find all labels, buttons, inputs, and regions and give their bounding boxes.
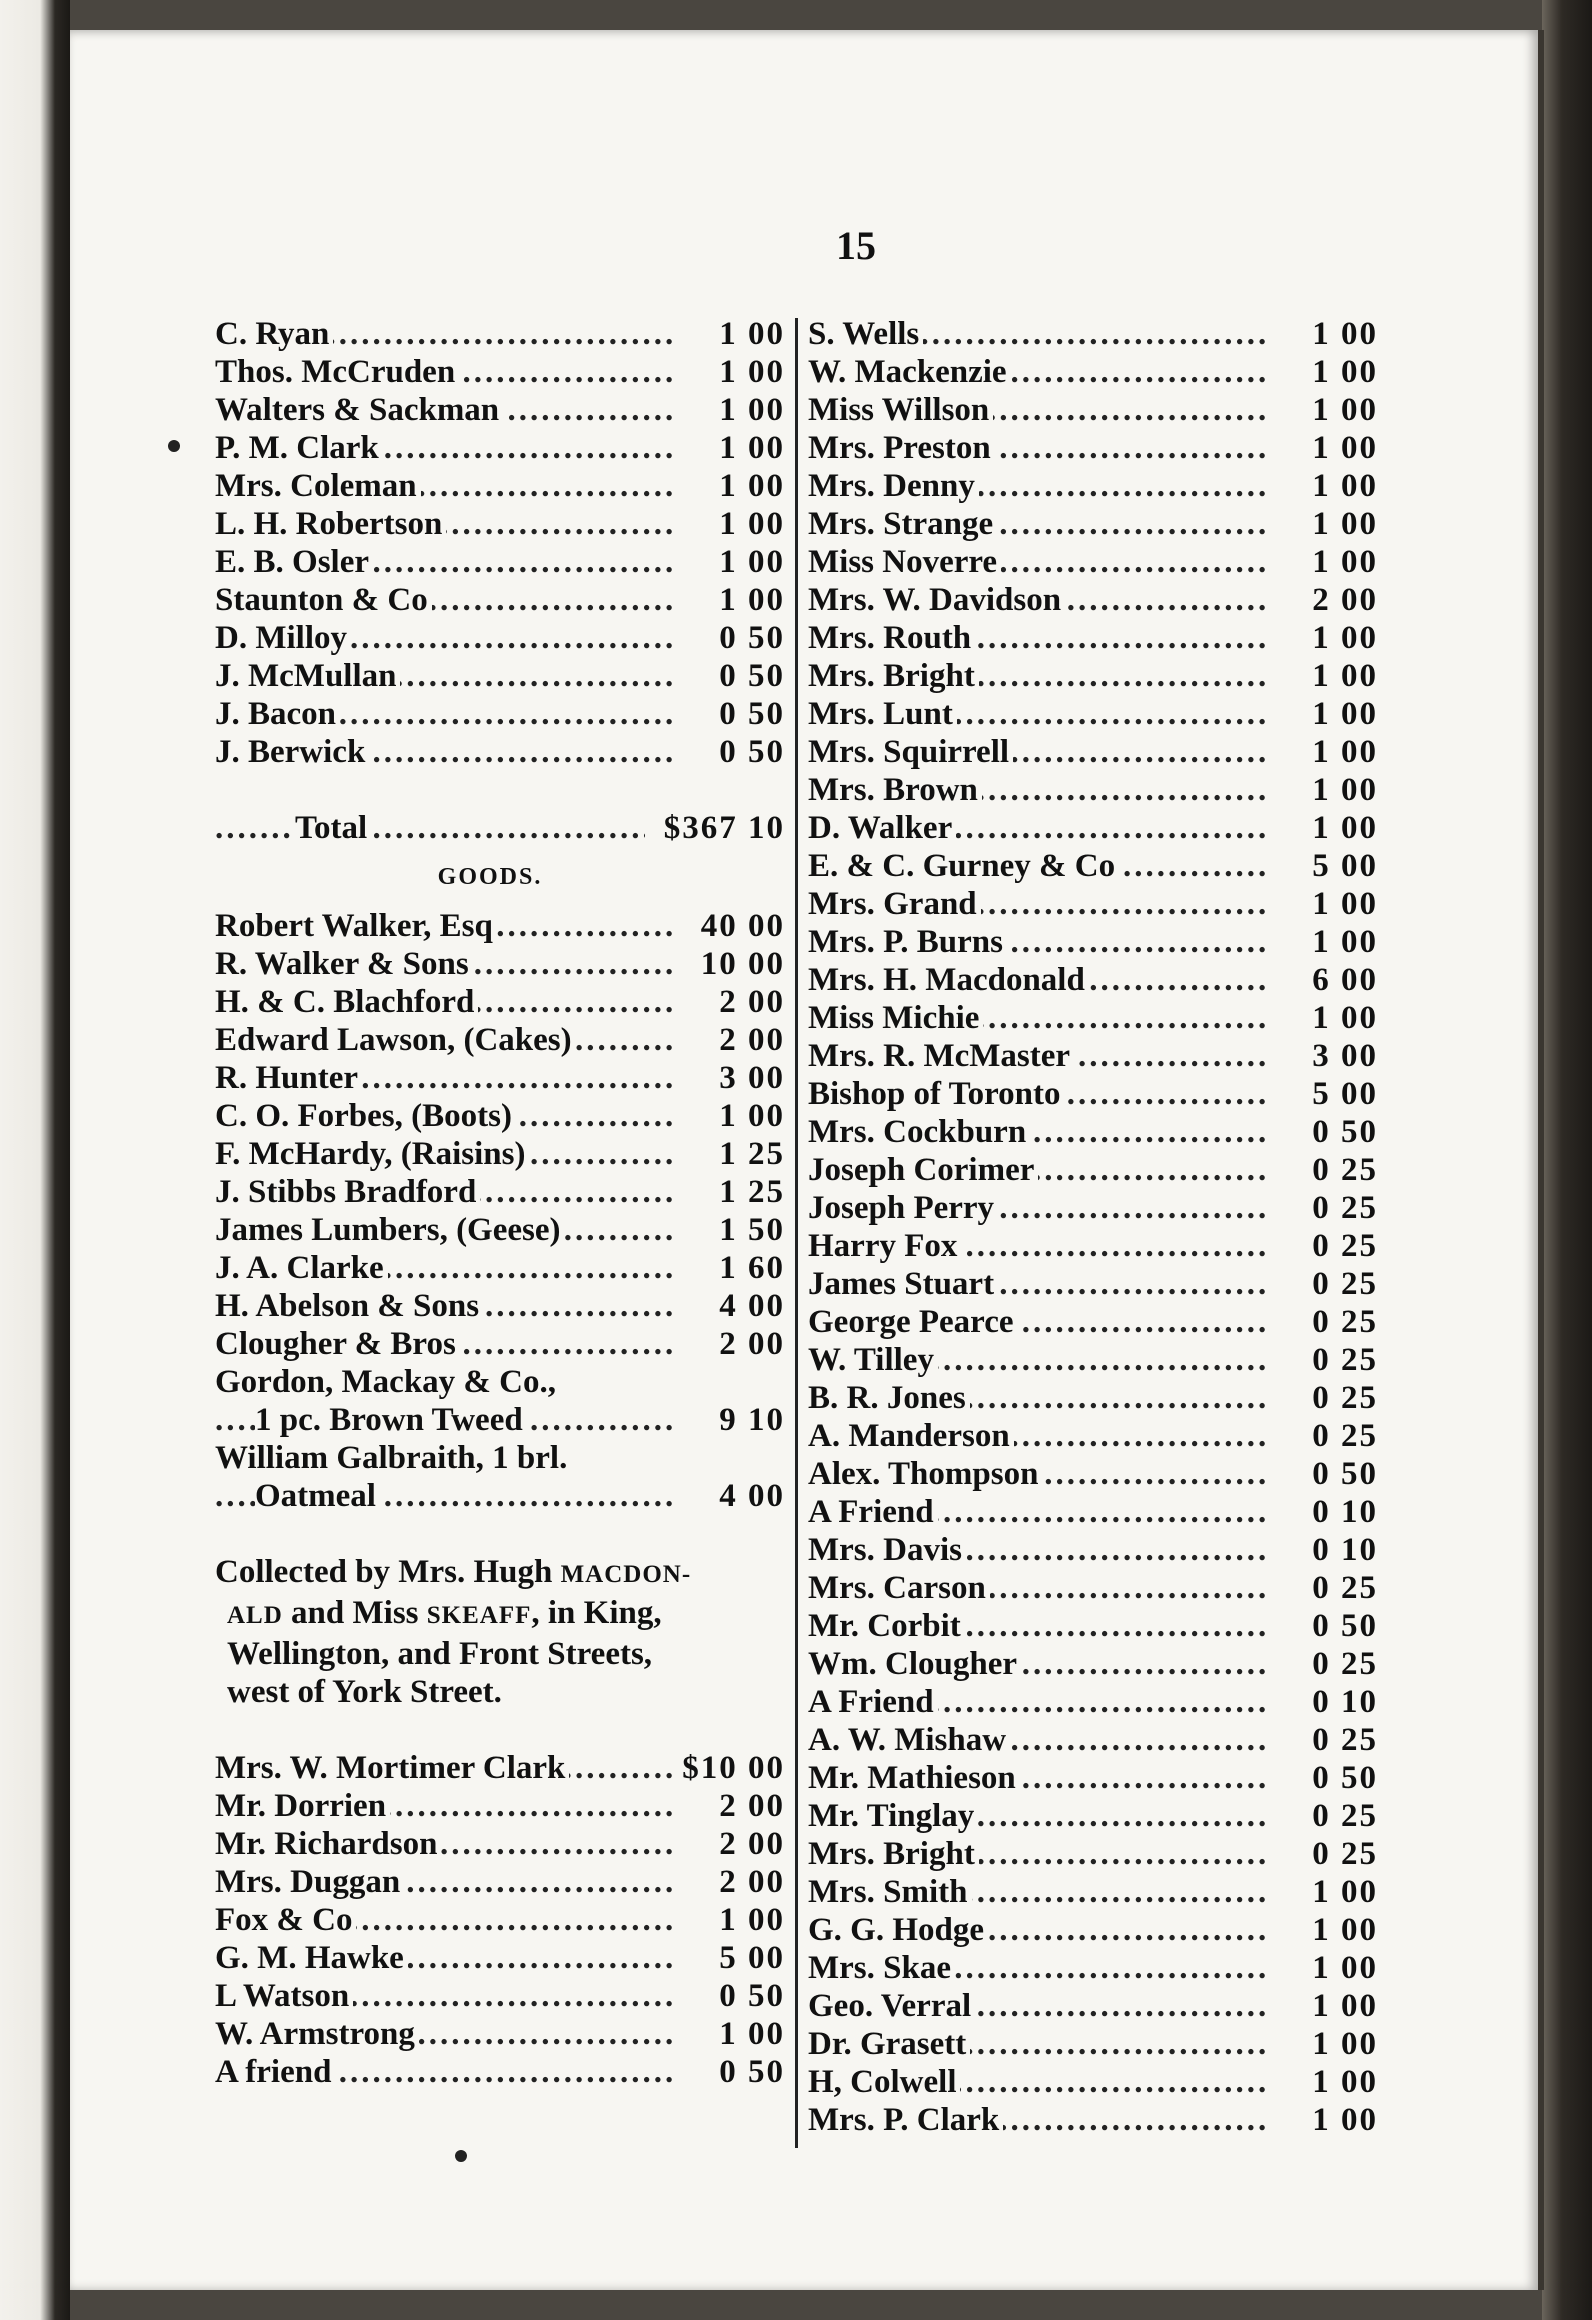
entry-name: Mr. Richardson bbox=[215, 1825, 441, 1863]
entry-amount: 1 00 bbox=[1270, 657, 1378, 695]
list-item bbox=[215, 1097, 785, 1135]
entry-amount: 1 00 bbox=[1270, 353, 1378, 391]
entry-name: F. McHardy, (Raisins) bbox=[215, 1135, 529, 1173]
list-item bbox=[215, 695, 785, 733]
entry-amount: 0 25 bbox=[1270, 1189, 1378, 1227]
entry-amount: 1 00 bbox=[1270, 2025, 1378, 2063]
list-item bbox=[215, 1059, 785, 1097]
list-item bbox=[808, 1759, 1378, 1797]
entry-name: Gordon, Mackay & Co., bbox=[215, 1363, 560, 1401]
entry-amount: 1 00 bbox=[677, 543, 785, 581]
entry-name: A. Manderson bbox=[808, 1417, 1014, 1455]
entry-name: Mrs. W. Mortimer Clark bbox=[215, 1749, 569, 1787]
goods-heading: GOODS. bbox=[437, 864, 543, 890]
list-item bbox=[808, 1683, 1378, 1721]
note-text: west of York Street. bbox=[227, 1674, 502, 1710]
entry-name: C. O. Forbes, (Boots) bbox=[215, 1097, 516, 1135]
entry-name: D. Walker bbox=[808, 809, 956, 847]
list-item bbox=[808, 353, 1378, 391]
left-column bbox=[215, 315, 785, 2091]
collected-by-note bbox=[215, 1553, 785, 1711]
list-item bbox=[808, 1113, 1378, 1151]
list-item bbox=[808, 1873, 1378, 1911]
entry-amount: 1 25 bbox=[677, 1173, 785, 1211]
list-item bbox=[215, 429, 785, 467]
entry-amount: 1 00 bbox=[1270, 999, 1378, 1037]
entry-name: Mrs. Duggan bbox=[215, 1863, 404, 1901]
entry-name: Clougher & Bros bbox=[215, 1325, 460, 1363]
column-divider bbox=[795, 318, 798, 2148]
list-item bbox=[215, 1173, 785, 1211]
entry-name: Fox & Co bbox=[215, 1901, 356, 1939]
cash-list bbox=[215, 315, 785, 771]
entry-amount: 1 00 bbox=[677, 581, 785, 619]
entry-amount: 0 10 bbox=[1270, 1683, 1378, 1721]
entry-amount: 0 25 bbox=[1270, 1303, 1378, 1341]
entry-name: J. Bacon bbox=[215, 695, 340, 733]
entry-amount: 0 25 bbox=[1270, 1265, 1378, 1303]
entry-amount: 5 00 bbox=[1270, 1075, 1378, 1113]
list-item bbox=[808, 1303, 1378, 1341]
margin-dot bbox=[455, 2150, 467, 2162]
collected-list bbox=[215, 1749, 785, 2091]
entry-amount: 1 00 bbox=[1270, 733, 1378, 771]
list-item bbox=[808, 1569, 1378, 1607]
note-smallcaps: SKEAFF bbox=[426, 1602, 532, 1629]
entry-name: Dr. Grasett bbox=[808, 2025, 970, 2063]
entry-name: B. R. Jones bbox=[808, 1379, 970, 1417]
entry-amount: 1 00 bbox=[1270, 505, 1378, 543]
list-item bbox=[808, 1189, 1378, 1227]
entry-name: D. Milloy bbox=[215, 619, 351, 657]
entry-amount: 1 00 bbox=[1270, 467, 1378, 505]
entry-amount: 1 00 bbox=[677, 2015, 785, 2053]
list-item bbox=[808, 733, 1378, 771]
entry-amount: 3 00 bbox=[677, 1059, 785, 1097]
entry-name: W. Armstrong bbox=[215, 2015, 419, 2053]
entry-amount: 1 00 bbox=[677, 467, 785, 505]
entry-name: Mr. Dorrien bbox=[215, 1787, 390, 1825]
list-item bbox=[215, 1439, 785, 1477]
list-item bbox=[808, 619, 1378, 657]
list-item bbox=[808, 1645, 1378, 1683]
entry-name: Alex. Thompson bbox=[808, 1455, 1042, 1493]
entry-name: Mrs. Strange bbox=[808, 505, 997, 543]
list-item bbox=[215, 1939, 785, 1977]
list-item bbox=[808, 2101, 1378, 2139]
entry-amount: 0 50 bbox=[677, 619, 785, 657]
entry-amount: 1 00 bbox=[677, 315, 785, 353]
list-item bbox=[808, 1379, 1378, 1417]
entry-amount: 1 00 bbox=[677, 353, 785, 391]
entry-amount: 1 00 bbox=[1270, 923, 1378, 961]
entry-amount: 1 00 bbox=[1270, 695, 1378, 733]
list-item bbox=[808, 1949, 1378, 1987]
entry-name: Mrs. Bright bbox=[808, 657, 979, 695]
entry-amount: 1 00 bbox=[1270, 809, 1378, 847]
total-label: Total bbox=[295, 809, 371, 847]
entry-amount: 0 50 bbox=[677, 657, 785, 695]
list-item bbox=[808, 657, 1378, 695]
list-item bbox=[215, 619, 785, 657]
entry-amount: 1 25 bbox=[677, 1135, 785, 1173]
entry-name: A Friend bbox=[808, 1493, 938, 1531]
list-item bbox=[808, 771, 1378, 809]
list-item bbox=[808, 961, 1378, 999]
list-item bbox=[808, 1835, 1378, 1873]
entry-amount: 1 00 bbox=[1270, 429, 1378, 467]
entry-name: A friend bbox=[215, 2053, 335, 2091]
list-item bbox=[808, 923, 1378, 961]
list-item bbox=[808, 1227, 1378, 1265]
entry-amount: 1 00 bbox=[1270, 771, 1378, 809]
entry-amount: 0 50 bbox=[677, 2053, 785, 2091]
entry-name: Mrs. W. Davidson bbox=[808, 581, 1065, 619]
entry-name: Mr. Tinglay bbox=[808, 1797, 978, 1835]
entry-amount: 0 25 bbox=[1270, 1151, 1378, 1189]
entry-name: Mrs. Routh bbox=[808, 619, 975, 657]
entry-amount: 1 00 bbox=[1270, 2063, 1378, 2101]
entry-name: Staunton & Co bbox=[215, 581, 432, 619]
entry-name: Mrs. Coleman bbox=[215, 467, 421, 505]
list-item bbox=[215, 945, 785, 983]
book-spine bbox=[0, 0, 70, 2320]
entry-amount: 0 50 bbox=[1270, 1759, 1378, 1797]
entry-name: Joseph Perry bbox=[808, 1189, 998, 1227]
entry-name: Mrs. Denny bbox=[808, 467, 979, 505]
note-text: Collected by Mrs. Hugh bbox=[215, 1554, 561, 1590]
entry-name: H, Colwell bbox=[808, 2063, 960, 2101]
entry-amount: 4 00 bbox=[677, 1287, 785, 1325]
list-item bbox=[215, 1021, 785, 1059]
entry-name: Miss Willson bbox=[808, 391, 993, 429]
list-item bbox=[808, 885, 1378, 923]
entry-amount: 2 00 bbox=[677, 983, 785, 1021]
entry-amount: 0 25 bbox=[1270, 1645, 1378, 1683]
list-item bbox=[215, 1825, 785, 1863]
list-item bbox=[808, 1531, 1378, 1569]
entry-amount: 6 00 bbox=[1270, 961, 1378, 999]
entry-amount: 2 00 bbox=[1270, 581, 1378, 619]
entry-name: H. Abelson & Sons bbox=[215, 1287, 483, 1325]
entry-amount: 0 25 bbox=[1270, 1721, 1378, 1759]
entry-name: Mrs. Lunt bbox=[808, 695, 957, 733]
entry-name: Mrs. P. Burns bbox=[808, 923, 1007, 961]
entry-name: R. Walker & Sons bbox=[215, 945, 473, 983]
list-item bbox=[808, 391, 1378, 429]
entry-name: Mrs. Squirrell bbox=[808, 733, 1013, 771]
entry-amount: 3 00 bbox=[1270, 1037, 1378, 1075]
entry-name: A Friend bbox=[808, 1683, 938, 1721]
entry-amount: 2 00 bbox=[677, 1021, 785, 1059]
entry-amount: 1 00 bbox=[1270, 391, 1378, 429]
list-item bbox=[215, 1287, 785, 1325]
entry-name: James Stuart bbox=[808, 1265, 998, 1303]
entry-name: Mrs. Davis bbox=[808, 1531, 966, 1569]
entry-name: W. Tilley bbox=[808, 1341, 938, 1379]
list-item bbox=[215, 1325, 785, 1363]
entry-amount: 0 10 bbox=[1270, 1531, 1378, 1569]
entry-name: Geo. Verral bbox=[808, 1987, 975, 2025]
book-edge bbox=[1542, 0, 1592, 2320]
entry-amount: 0 25 bbox=[1270, 1797, 1378, 1835]
page-number: 15 bbox=[836, 223, 876, 268]
list-item bbox=[808, 429, 1378, 467]
list-item bbox=[808, 1797, 1378, 1835]
entry-amount: 0 50 bbox=[677, 695, 785, 733]
entry-amount: 1 00 bbox=[1270, 1911, 1378, 1949]
list-item bbox=[808, 999, 1378, 1037]
entry-name: Mrs. Bright bbox=[808, 1835, 979, 1873]
list-item bbox=[808, 2063, 1378, 2101]
list-item bbox=[808, 467, 1378, 505]
entry-amount: 4 00 bbox=[677, 1477, 785, 1515]
list-item bbox=[808, 847, 1378, 885]
margin-dot bbox=[168, 440, 180, 452]
list-item bbox=[808, 1721, 1378, 1759]
entry-name: Bishop of Toronto bbox=[808, 1075, 1065, 1113]
entry-amount: 0 25 bbox=[1270, 1569, 1378, 1607]
entry-amount: 0 50 bbox=[677, 733, 785, 771]
list-item bbox=[215, 1901, 785, 1939]
list-item bbox=[808, 315, 1378, 353]
entry-name: Miss Michie bbox=[808, 999, 983, 1037]
entry-amount: 0 25 bbox=[1270, 1227, 1378, 1265]
list-item bbox=[808, 1341, 1378, 1379]
entry-amount: 1 00 bbox=[1270, 619, 1378, 657]
entry-name: A. W. Mishaw bbox=[808, 1721, 1010, 1759]
note-smallcaps: ALD bbox=[227, 1602, 283, 1629]
list-item bbox=[215, 2053, 785, 2091]
entry-name: Mrs. Brown bbox=[808, 771, 982, 809]
entry-name: J. A. Clarke bbox=[215, 1249, 388, 1287]
list-item bbox=[215, 467, 785, 505]
entry-name: G. M. Hawke bbox=[215, 1939, 408, 1977]
entry-amount: 1 60 bbox=[677, 1249, 785, 1287]
entry-name: J. Stibbs Bradford bbox=[215, 1173, 480, 1211]
entry-amount: 1 00 bbox=[1270, 2101, 1378, 2139]
entry-amount: 1 00 bbox=[677, 429, 785, 467]
entry-name: L Watson bbox=[215, 1977, 353, 2015]
list-item bbox=[808, 505, 1378, 543]
list-item bbox=[215, 315, 785, 353]
list-item bbox=[215, 1249, 785, 1287]
entry-amount: 0 25 bbox=[1270, 1341, 1378, 1379]
entry-name: L. H. Robertson bbox=[215, 505, 446, 543]
entry-name: Wm. Clougher bbox=[808, 1645, 1021, 1683]
entry-amount: 5 00 bbox=[677, 1939, 785, 1977]
entry-amount: 0 50 bbox=[1270, 1455, 1378, 1493]
total-row bbox=[215, 809, 785, 847]
list-item bbox=[808, 1417, 1378, 1455]
entry-name: Mrs. Preston bbox=[808, 429, 995, 467]
list-item bbox=[215, 657, 785, 695]
entry-name: 1 pc. Brown Tweed bbox=[255, 1401, 527, 1439]
entry-amount: 1 00 bbox=[1270, 1949, 1378, 1987]
entry-name: P. M. Clark bbox=[215, 429, 383, 467]
entry-name: W. Mackenzie bbox=[808, 353, 1011, 391]
entry-name: Mrs. P. Clark bbox=[808, 2101, 1003, 2139]
entry-name: Harry Fox bbox=[808, 1227, 961, 1265]
list-item bbox=[808, 1455, 1378, 1493]
list-item bbox=[215, 1211, 785, 1249]
entry-name: G. G. Hodge bbox=[808, 1911, 988, 1949]
entry-name: Mr. Corbit bbox=[808, 1607, 965, 1645]
entry-name: C. Ryan bbox=[215, 315, 333, 353]
list-item bbox=[808, 581, 1378, 619]
entry-name: George Pearce bbox=[808, 1303, 1018, 1341]
list-item bbox=[215, 1135, 785, 1173]
list-item bbox=[808, 1075, 1378, 1113]
entry-amount: 1 00 bbox=[1270, 885, 1378, 923]
list-item bbox=[215, 353, 785, 391]
note-text: Wellington, and Front Streets, bbox=[227, 1636, 653, 1672]
list-item bbox=[215, 1977, 785, 2015]
entry-amount: 0 50 bbox=[1270, 1113, 1378, 1151]
right-column bbox=[808, 315, 1378, 2139]
entry-name: Mrs. Carson bbox=[808, 1569, 990, 1607]
list-item bbox=[808, 695, 1378, 733]
list-item bbox=[215, 1787, 785, 1825]
list-item bbox=[215, 1477, 785, 1515]
list-item bbox=[215, 733, 785, 771]
entry-amount: 2 00 bbox=[677, 1787, 785, 1825]
list-item bbox=[808, 543, 1378, 581]
list-item bbox=[215, 1363, 785, 1401]
entry-name: J. McMullan bbox=[215, 657, 400, 695]
entry-name: Mrs. Skae bbox=[808, 1949, 955, 1987]
entry-amount: 2 00 bbox=[677, 1863, 785, 1901]
entry-amount: 40 00 bbox=[677, 907, 785, 945]
entry-name: Mrs. R. McMaster bbox=[808, 1037, 1074, 1075]
list-item bbox=[215, 391, 785, 429]
note-text: , in King, bbox=[531, 1595, 662, 1631]
entry-amount: 1 00 bbox=[1270, 1873, 1378, 1911]
entry-amount: $10 00 bbox=[677, 1749, 785, 1787]
entry-name: H. & C. Blachford bbox=[215, 983, 478, 1021]
entry-name: William Galbraith, 1 brl. bbox=[215, 1439, 571, 1477]
list-item bbox=[215, 2015, 785, 2053]
list-item bbox=[215, 1401, 785, 1439]
list-item bbox=[808, 1607, 1378, 1645]
entry-name: R. Hunter bbox=[215, 1059, 362, 1097]
list-item bbox=[808, 1493, 1378, 1531]
entry-name: Miss Noverre bbox=[808, 543, 1001, 581]
right-list bbox=[808, 315, 1378, 2139]
list-item bbox=[808, 1151, 1378, 1189]
entry-amount: 2 00 bbox=[677, 1325, 785, 1363]
entry-amount: 1 00 bbox=[677, 391, 785, 429]
note-text: and Miss bbox=[282, 1595, 427, 1631]
entry-amount: 1 00 bbox=[677, 1097, 785, 1135]
entry-name: James Lumbers, (Geese) bbox=[215, 1211, 565, 1249]
entry-amount: 1 00 bbox=[1270, 543, 1378, 581]
entry-name: Joseph Corimer bbox=[808, 1151, 1038, 1189]
goods-list bbox=[215, 907, 785, 1363]
list-item bbox=[808, 1265, 1378, 1303]
entry-amount: 0 25 bbox=[1270, 1835, 1378, 1873]
entry-name: S. Wells bbox=[808, 315, 923, 353]
list-item bbox=[215, 1863, 785, 1901]
list-item bbox=[215, 1749, 785, 1787]
entry-amount: 0 50 bbox=[677, 1977, 785, 2015]
list-item bbox=[808, 1911, 1378, 1949]
entry-name: E. B. Osler bbox=[215, 543, 373, 581]
entry-amount: 1 00 bbox=[1270, 1987, 1378, 2025]
entry-name: Robert Walker, Esq bbox=[215, 907, 497, 945]
entry-amount: 0 25 bbox=[1270, 1417, 1378, 1455]
list-item bbox=[808, 2025, 1378, 2063]
entry-name: Walters & Sackman bbox=[215, 391, 503, 429]
entry-name: Thos. McCruden bbox=[215, 353, 459, 391]
entry-amount: 2 00 bbox=[677, 1825, 785, 1863]
list-item bbox=[808, 1987, 1378, 2025]
list-item bbox=[808, 809, 1378, 847]
entry-name: Edward Lawson, (Cakes) bbox=[215, 1021, 576, 1059]
note-smallcaps: MACDON- bbox=[560, 1561, 692, 1588]
list-item bbox=[215, 983, 785, 1021]
entry-amount: 0 25 bbox=[1270, 1379, 1378, 1417]
list-item bbox=[808, 1037, 1378, 1075]
entry-amount: 1 00 bbox=[1270, 315, 1378, 353]
entry-name: Mr. Mathieson bbox=[808, 1759, 1020, 1797]
entry-name: Oatmeal bbox=[255, 1477, 380, 1515]
entry-amount: 0 50 bbox=[1270, 1607, 1378, 1645]
list-item bbox=[215, 907, 785, 945]
entry-name: Mrs. H. Macdonald bbox=[808, 961, 1089, 999]
total-amount: $367 10 bbox=[645, 809, 785, 847]
entry-amount: 0 10 bbox=[1270, 1493, 1378, 1531]
entry-amount: 1 00 bbox=[677, 1901, 785, 1939]
entry-amount: 10 00 bbox=[677, 945, 785, 983]
list-item bbox=[215, 543, 785, 581]
entry-amount: 5 00 bbox=[1270, 847, 1378, 885]
entry-name: Mrs. Cockburn bbox=[808, 1113, 1030, 1151]
entry-name: E. & C. Gurney & Co bbox=[808, 847, 1119, 885]
entry-amount: 1 50 bbox=[677, 1211, 785, 1249]
entry-name: Mrs. Smith bbox=[808, 1873, 972, 1911]
list-item bbox=[215, 581, 785, 619]
list-item bbox=[215, 505, 785, 543]
entry-amount: 1 00 bbox=[677, 505, 785, 543]
entry-amount: 9 10 bbox=[677, 1401, 785, 1439]
entry-name: J. Berwick bbox=[215, 733, 369, 771]
entry-name: Mrs. Grand bbox=[808, 885, 981, 923]
